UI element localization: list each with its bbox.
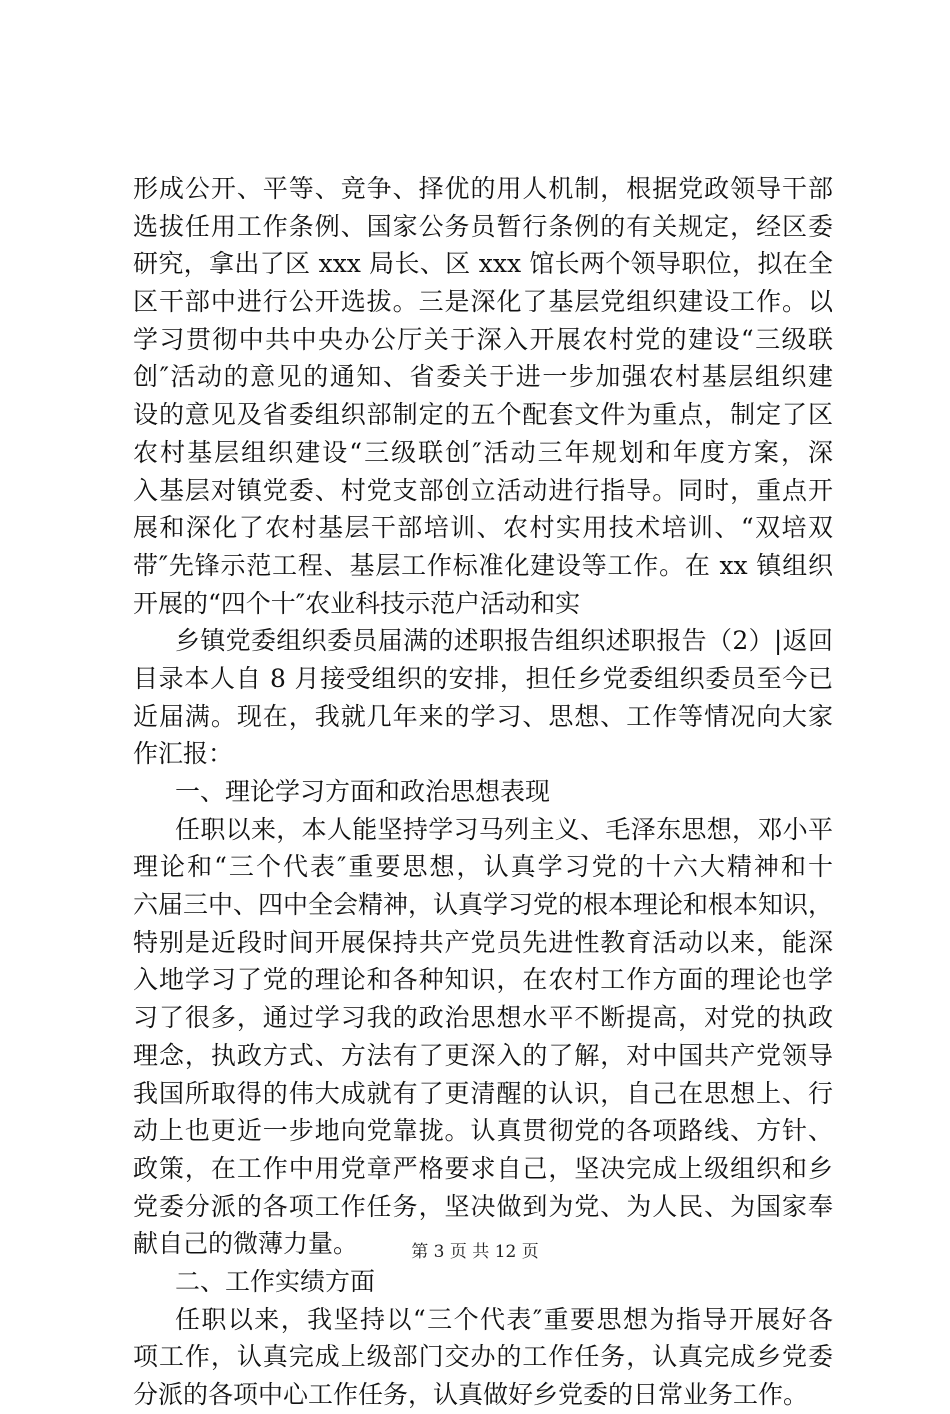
text-line: 入地学习了党的理论和各种知识，在农村工作方面的理论也学 (133, 965, 833, 995)
text-line: 任职以来，我坚持以“三个代表″重要思想为指导开展好各 (175, 1304, 833, 1334)
text-line: 农村基层组织建设“三级联创″活动三年规划和年度方案，深 (133, 437, 833, 467)
text-line: 区干部中进行公开选拔。三是深化了基层党组织建设工作。以 (133, 287, 833, 317)
text-line: 项工作，认真完成上级部门交办的工作任务，认真完成乡党委 (133, 1342, 833, 1372)
text-line: 六届三中、四中全会精神，认真学习党的根本理论和根本知识， (133, 890, 834, 920)
text-line: 学习贯彻中共中央办公厅关于深入开展农村党的建设“三级联 (133, 324, 833, 354)
text-line: 创″活动的意见的通知、省委关于进一步加强农村基层组织建 (133, 362, 833, 392)
text-line: 任职以来，本人能坚持学习马列主义、毛泽东思想，邓小平 (175, 814, 833, 844)
text-line: 动上也更近一步地向党靠拢。认真贯彻党的各项路线、方针、 (133, 1116, 833, 1146)
text-line: 近届满。现在，我就几年来的学习、思想、工作等情况向大家 (133, 701, 833, 731)
text-line: 我国所取得的伟大成就有了更清醒的认识，自己在思想上、行 (133, 1078, 833, 1108)
text-line: 入基层对镇党委、村党支部创立活动进行指导。同时，重点开 (133, 475, 833, 505)
text-line: 设的意见及省委组织部制定的五个配套文件为重点，制定了区 (133, 400, 833, 430)
text-line: 展和深化了农村基层干部培训、农村实用技术培训、“双培双 (133, 513, 833, 543)
document-body (133, 170, 833, 1414)
text-line: 理论和“三个代表″重要思想，认真学习党的十六大精神和十 (133, 852, 833, 882)
text-line: 习了很多，通过学习我的政治思想水平不断提高，对党的执政 (133, 1003, 833, 1033)
text-line: 理念，执政方式、方法有了更深入的了解，对中国共产党领导 (133, 1040, 833, 1070)
text-line: 特别是近段时间开展保持共产党员先进性教育活动以来，能深 (133, 927, 833, 957)
text-line: 献自己的微薄力量。 (133, 1229, 359, 1259)
text-line: 带″先锋示范工程、基层工作标准化建设等工作。在 xx 镇组织 (133, 550, 833, 580)
page-footer: 第 3 页 共 12 页 (411, 1242, 539, 1262)
text-line: 选拔任用工作条例、国家公务员暂行条例的有关规定，经区委 (133, 211, 833, 241)
text-line: 党委分派的各项工作任务，坚决做到为党、为人民、为国家奉 (133, 1191, 833, 1221)
text-line: 形成公开、平等、竞争、择优的用人机制，根据党政领导干部 (133, 174, 833, 203)
text-line: 政策，在工作中用党章严格要求自己，坚决完成上级组织和乡 (133, 1153, 833, 1183)
text-line: 分派的各项中心工作任务，认真做好乡党委的日常业务工作。 (133, 1380, 809, 1409)
section-title-line: 乡镇党委组织委员届满的述职报告组织述职报告（2）|返回 (175, 626, 833, 656)
text-line: 开展的“四个十″农业科技示范户活动和实 (133, 588, 581, 618)
section-heading: 一、理论学习方面和政治思想表现 (175, 777, 551, 806)
text-line: 研究，拿出了区 xxx 局长、区 xxx 馆长两个领导职位，拟在全 (133, 249, 833, 279)
section-heading: 二、工作实绩方面 (175, 1266, 376, 1296)
text-line: 目录本人自 8 月接受组织的安排，担任乡党委组织委员至今已 (133, 663, 833, 693)
text-line: 作汇报： (133, 739, 234, 769)
